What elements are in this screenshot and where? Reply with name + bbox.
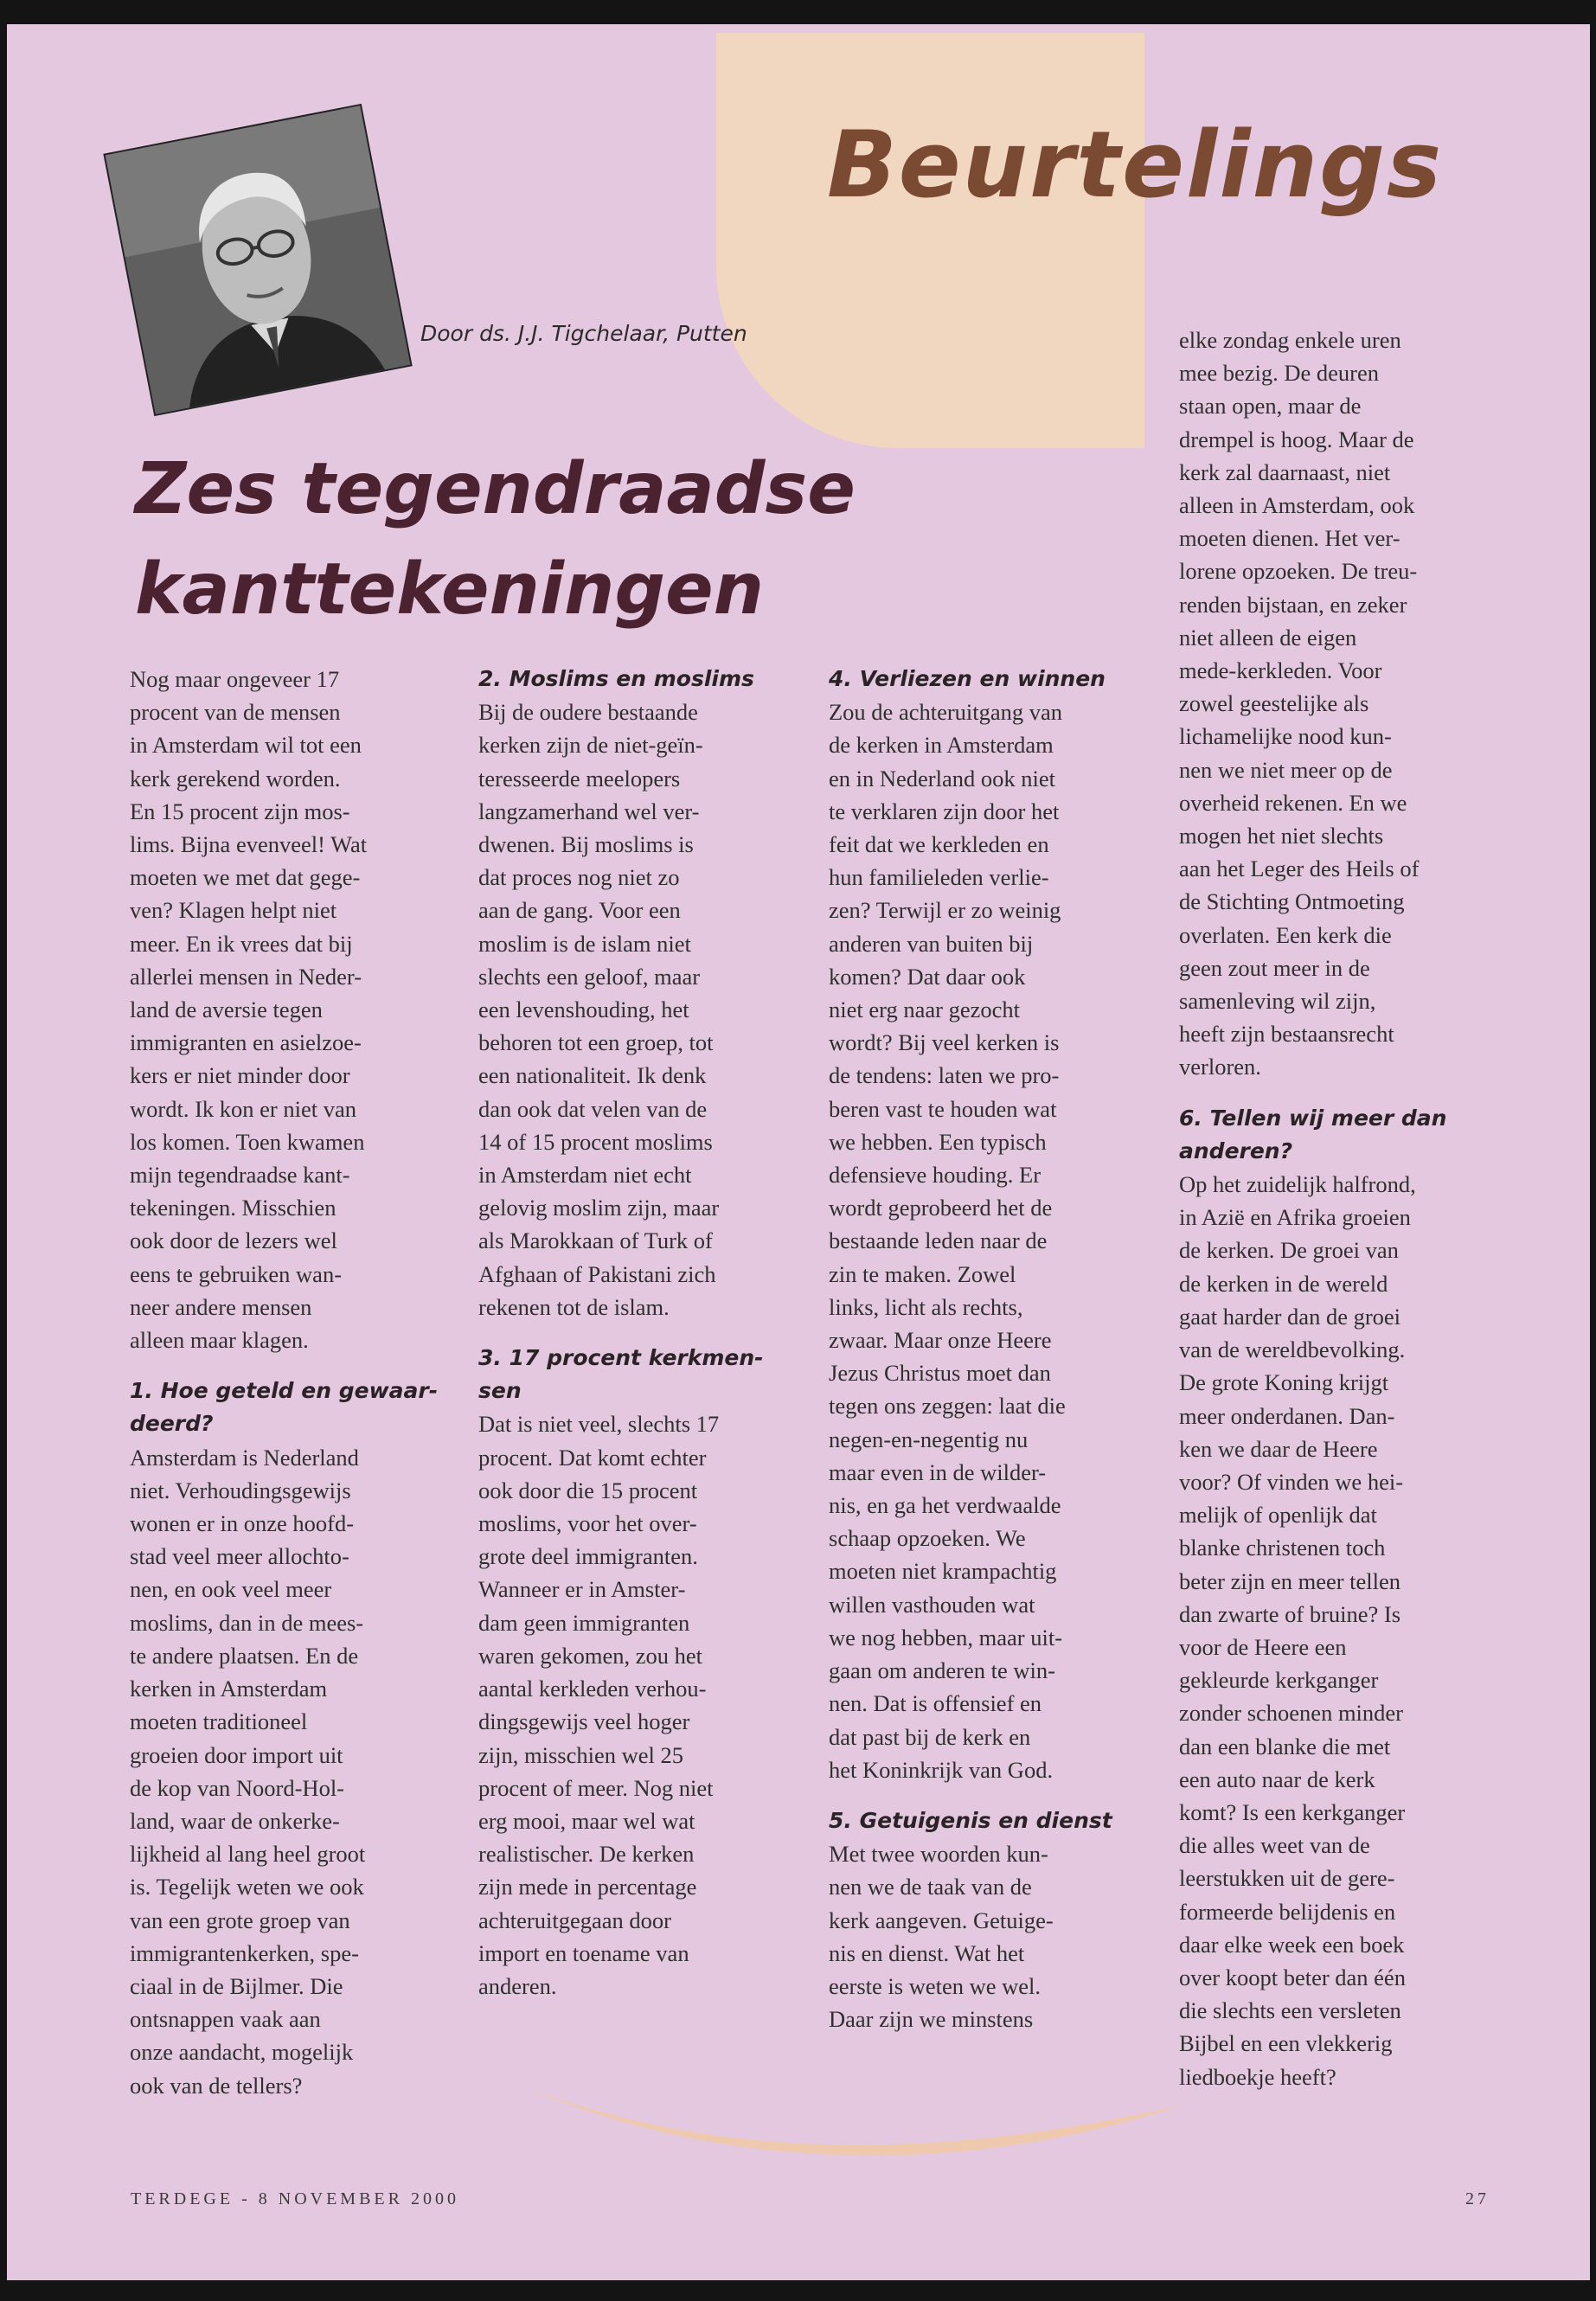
text-line: aantal kerkleden verhou-	[478, 1676, 707, 1702]
text-line: lorene opzoeken. De treu-	[1179, 558, 1418, 585]
text-line: En 15 procent zijn mos-	[130, 798, 350, 824]
text-line: anderen.	[478, 1972, 557, 1999]
text-line: nen, en ook veel meer	[130, 1576, 332, 1603]
text-line: zijn, misschien wel 25	[478, 1741, 683, 1768]
text-line: allerlei mensen in Neder-	[130, 963, 362, 990]
text-line: erg mooi, maar wel wat	[478, 1807, 695, 1834]
byline: Door ds. J.J. Tigchelaar, Putten	[420, 321, 747, 346]
text-line: samenleving wil zijn,	[1179, 988, 1376, 1015]
text-line: behoren tot een groep, tot	[478, 1029, 714, 1056]
text-line: ook van de tellers?	[130, 2072, 303, 2099]
text-line: lichamelijke nood kun-	[1179, 723, 1392, 750]
text-line: die slechts een versleten	[1179, 1997, 1401, 2024]
text-line: in Amsterdam wil tot een	[130, 732, 362, 759]
text-line: lims. Bijna evenveel! Wat	[130, 831, 368, 858]
text-line: beren vast te houden wat	[829, 1095, 1057, 1122]
text-line: zwaar. Maar onze Heere	[829, 1327, 1052, 1354]
text-line: de tendens: laten we pro-	[829, 1062, 1060, 1089]
text-line: heeft zijn bestaansrecht	[1179, 1021, 1394, 1048]
text-line: hun familieleden verlie-	[829, 864, 1049, 891]
text-line: in Azië en Afrika groeien	[1179, 1204, 1411, 1231]
text-line: aan het Leger des Heils of	[1179, 856, 1420, 882]
text-line: zin te maken. Zowel	[829, 1260, 1016, 1287]
text-line: drempel is hoog. Maar de	[1179, 426, 1414, 452]
text-line: gelovig moslim zijn, maar	[478, 1195, 720, 1221]
text-line: een auto naar de kerk	[1179, 1766, 1375, 1792]
text-line: eerste is weten we wel.	[829, 1972, 1042, 1999]
text-line: grote deel immigranten.	[478, 1543, 698, 1570]
text-line: eens te gebruiken wan-	[130, 1260, 343, 1287]
text-line: links, licht als rechts,	[829, 1293, 1023, 1320]
text-line: we hebben. Een typisch	[829, 1128, 1047, 1155]
text-line: wordt geprobeerd het de	[829, 1195, 1053, 1221]
text-line: ook door de lezers wel	[130, 1227, 337, 1254]
text-line: lijkheid al lang heel groot	[130, 1841, 366, 1868]
section-title: Beurtelings	[827, 112, 1444, 218]
text-line: wordt? Bij veel kerken is	[829, 1029, 1060, 1056]
text-line: feit dat we kerkleden en	[829, 831, 1049, 858]
text-line: Bij de oudere bestaande	[478, 699, 698, 726]
text-line: elke zondag enkele uren	[1179, 327, 1401, 353]
text-line: teresseerde meelopers	[478, 765, 681, 792]
text-line: immigrantenkerken, spe-	[130, 1939, 359, 1966]
text-line: blanke christenen toch	[1179, 1535, 1386, 1561]
text-line: van een grote groep van	[130, 1907, 350, 1933]
text-line: te verklaren zijn door het	[829, 798, 1060, 824]
footer-publication: TERDEGE - 8 NOVEMBER 2000	[131, 2189, 459, 2208]
text-line: ook door die 15 procent	[478, 1477, 698, 1503]
text-line: Zou de achteruitgang van	[829, 699, 1063, 726]
subheading: deerd?	[130, 1411, 214, 1437]
text-line: ken we daar de Heere	[1179, 1435, 1378, 1462]
text-line: staan open, maar de	[1179, 393, 1362, 420]
text-line: de kerken in Amsterdam	[829, 732, 1054, 759]
text-line: nen we niet meer op de	[1179, 756, 1393, 783]
text-line: Jezus Christus moet dan	[829, 1360, 1051, 1387]
subheading: anderen?	[1179, 1138, 1293, 1163]
text-line: alleen in Amsterdam, ook	[1179, 492, 1415, 519]
text-line: procent of meer. Nog niet	[478, 1774, 714, 1801]
text-line: kerk zal daarnaast, niet	[1179, 458, 1391, 485]
text-line: zen? Terwijl er zo weinig	[829, 897, 1061, 924]
text-line: stad veel meer allochto-	[130, 1543, 349, 1570]
text-line: gekleurde kerkganger	[1179, 1667, 1379, 1694]
text-line: immigranten en asielzoe-	[130, 1029, 362, 1056]
paragraph-gap	[130, 1356, 476, 1375]
text-line: Afghaan of Pakistani zich	[478, 1260, 716, 1287]
text-line: tegen ons zeggen: laat die	[829, 1393, 1066, 1420]
text-line: procent. Dat komt echter	[478, 1444, 707, 1471]
text-line: import en toename van	[478, 1939, 689, 1966]
text-line: de Stichting Ontmoeting	[1179, 888, 1405, 915]
text-line: mede-kerkleden. Voor	[1179, 657, 1382, 684]
text-line: de kerken in de wereld	[1179, 1270, 1388, 1297]
text-line: overheid rekenen. En we	[1179, 789, 1407, 816]
text-line: kerk gerekend worden.	[130, 765, 341, 792]
text-line: land de aversie tegen	[130, 997, 323, 1023]
text-line: Amsterdam is Nederland	[130, 1444, 359, 1471]
text-line: Dat is niet veel, slechts 17	[478, 1411, 720, 1438]
text-line: gaat harder dan de groei	[1179, 1303, 1401, 1330]
text-line: Wanneer er in Amster-	[478, 1576, 686, 1603]
text-line: alleen maar klagen.	[130, 1327, 309, 1354]
subheading: sen	[478, 1378, 522, 1404]
article-headline	[135, 439, 856, 640]
text-column-2	[478, 663, 824, 2003]
text-line: land, waar de onkerke-	[130, 1807, 340, 1834]
subheading: 2. Moslims en moslims	[478, 666, 754, 691]
text-line: mijn tegendraadse kant-	[130, 1162, 350, 1189]
text-line: moeten niet krampachtig	[829, 1558, 1057, 1585]
subheading: 4. Verliezen en winnen	[829, 666, 1106, 691]
text-line: moslims, voor het over-	[478, 1510, 697, 1537]
text-line: de kop van Noord-Hol-	[130, 1774, 345, 1801]
text-line: achteruitgegaan door	[478, 1907, 671, 1933]
text-line: kerken in Amsterdam	[130, 1676, 328, 1702]
text-column-3	[829, 663, 1175, 2035]
text-line: gaan om anderen te win-	[829, 1657, 1055, 1684]
text-line: als Marokkaan of Turk of	[478, 1227, 713, 1254]
text-line: voor de Heere een	[1179, 1633, 1347, 1660]
text-line: zijn mede in percentage	[478, 1874, 697, 1900]
text-line: kers er niet minder door	[130, 1062, 350, 1089]
text-line: te andere plaatsen. En de	[130, 1642, 359, 1669]
subheading: 1. Hoe geteld en gewaar-	[130, 1378, 439, 1404]
text-line: nen we de taak van de	[829, 1874, 1032, 1900]
text-column-4	[1179, 324, 1525, 2093]
text-line: dan ook dat velen van de	[478, 1095, 708, 1122]
text-line: realistischer. De kerken	[478, 1841, 695, 1868]
text-line: dingsgewijs veel hoger	[478, 1708, 690, 1735]
text-line: leerstukken uit de gere-	[1179, 1865, 1395, 1892]
subheading: 5. Getuigenis en dienst	[829, 1807, 1112, 1833]
text-line: kerken zijn de niet-geïn-	[478, 732, 703, 759]
magazine-page	[7, 24, 1590, 2280]
text-line: Nog maar ongeveer 17	[130, 666, 340, 692]
text-line: zonder schoenen minder	[1179, 1700, 1404, 1727]
text-line: renden bijstaan, en zeker	[1179, 591, 1407, 618]
text-line: moslims, dan in de mees-	[130, 1609, 364, 1636]
text-line: daar elke week een boek	[1179, 1931, 1405, 1958]
text-line: niet alleen de eigen	[1179, 624, 1357, 651]
text-line: nen. Dat is offensief en	[829, 1690, 1042, 1717]
text-line: beter zijn en meer tellen	[1179, 1567, 1401, 1594]
footer-page-number: 27	[1465, 2189, 1490, 2208]
text-line: anderen van buiten bij	[829, 930, 1034, 957]
paragraph-gap	[1179, 1084, 1525, 1102]
text-column-1	[130, 663, 476, 2102]
text-line: aan de gang. Voor een	[478, 897, 681, 924]
text-line: los komen. Toen kwamen	[130, 1128, 365, 1155]
text-line: het Koninkrijk van God.	[829, 1756, 1054, 1783]
text-line: een levenshouding, het	[478, 997, 689, 1023]
text-line: dam geen immigranten	[478, 1609, 690, 1636]
text-line: dan zwarte of bruine? Is	[1179, 1600, 1401, 1627]
text-line: Met twee woorden kun-	[829, 1841, 1048, 1868]
text-line: onze aandacht, mogelijk	[130, 2039, 354, 2066]
text-line: mogen het niet slechts	[1179, 823, 1384, 849]
text-line: komen? Dat daar ook	[829, 963, 1026, 990]
text-line: procent van de mensen	[130, 699, 341, 726]
text-line: meer onderdanen. Dan-	[1179, 1402, 1395, 1429]
text-line: zowel geestelijke als	[1179, 690, 1369, 717]
text-line: wordt. Ik kon er niet van	[130, 1095, 356, 1122]
text-line: neer andere mensen	[130, 1293, 312, 1320]
text-line: bestaande leden naar de	[829, 1227, 1048, 1254]
text-line: en in Nederland ook niet	[829, 765, 1055, 792]
text-line: we nog hebben, maar uit-	[829, 1624, 1063, 1650]
text-line: voor? Of vinden we hei-	[1179, 1468, 1404, 1495]
text-line: groeien door import uit	[130, 1741, 343, 1768]
text-line: Op het zuidelijk halfrond,	[1179, 1171, 1416, 1198]
text-line: kerk aangeven. Getuige-	[829, 1907, 1054, 1933]
text-line: schaap opzoeken. We	[829, 1525, 1026, 1552]
text-line: die alles weet van de	[1179, 1832, 1370, 1859]
text-line: melijk of openlijk dat	[1179, 1502, 1377, 1529]
text-line: formeerde belijdenis en	[1179, 1898, 1396, 1925]
text-line: waren gekomen, zou het	[478, 1642, 703, 1669]
text-line: rekenen tot de islam.	[478, 1293, 670, 1320]
text-line: komt? Is een kerkganger	[1179, 1798, 1406, 1825]
subheading: 6. Tellen wij meer dan	[1179, 1105, 1447, 1131]
text-line: Bijbel en een vlekkerig	[1179, 2030, 1393, 2057]
text-line: verloren.	[1179, 1054, 1261, 1080]
text-line: wonen er in onze hoofd-	[130, 1510, 355, 1537]
text-line: meer. En ik vrees dat bij	[130, 930, 353, 957]
text-line: ontsnappen vaak aan	[130, 2006, 321, 2033]
text-line: defensieve houding. Er	[829, 1162, 1042, 1189]
text-line: niet. Verhoudingsgewijs	[130, 1477, 351, 1503]
text-line: dan een blanke die met	[1179, 1733, 1391, 1759]
text-line: moeten traditioneel	[130, 1708, 308, 1735]
text-line: Daar zijn we minstens	[829, 2006, 1034, 2033]
text-line: 14 of 15 procent moslims	[478, 1128, 713, 1155]
text-line: van de wereldbevolking.	[1179, 1336, 1406, 1363]
text-line: dwenen. Bij moslims is	[478, 831, 694, 858]
text-line: in Amsterdam niet echt	[478, 1162, 692, 1189]
subheading: 3. 17 procent kerkmen-	[478, 1345, 764, 1371]
text-line: moslim is de islam niet	[478, 930, 691, 957]
text-line: een nationaliteit. Ik denk	[478, 1062, 707, 1089]
author-photo	[106, 106, 411, 414]
text-line: ven? Klagen helpt niet	[130, 897, 337, 924]
text-line: moeten dienen. Het ver-	[1179, 525, 1401, 552]
text-line: slechts een geloof, maar	[478, 963, 701, 990]
paragraph-gap	[478, 1324, 824, 1342]
text-line: mee bezig. De deuren	[1179, 360, 1380, 387]
text-line: ciaal in de Bijlmer. Die	[130, 1972, 343, 1999]
text-line: negen-en-negentig nu	[829, 1426, 1029, 1452]
text-line: willen vasthouden wat	[829, 1591, 1035, 1618]
text-line: overlaten. Een kerk die	[1179, 921, 1392, 948]
text-line: langzamerhand wel ver-	[478, 798, 700, 824]
text-line: nis, en ga het verdwaalde	[829, 1492, 1061, 1519]
text-line: geen zout meer in de	[1179, 954, 1370, 981]
paragraph-gap	[829, 1786, 1175, 1804]
text-line: is. Tegelijk weten we ook	[130, 1874, 364, 1900]
text-line: de kerken. De groei van	[1179, 1237, 1399, 1264]
text-line: nis en dienst. Wat het	[829, 1939, 1025, 1966]
text-line: tekeningen. Misschien	[130, 1195, 337, 1221]
text-line: dat past bij de kerk en	[829, 1723, 1031, 1750]
text-line: over koopt beter dan één	[1179, 1964, 1406, 1990]
headline-line: Zes tegendraadse	[135, 448, 856, 530]
headline-line: kanttekeningen	[135, 548, 765, 631]
text-line: liedboekje heeft?	[1179, 2063, 1336, 2090]
text-line: De grote Koning krijgt	[1179, 1369, 1389, 1396]
text-line: maar even in de wilder-	[829, 1458, 1047, 1485]
text-line: niet erg naar gezocht	[829, 997, 1020, 1023]
text-line: moeten we met dat gege-	[130, 864, 361, 891]
text-line: dat proces nog niet zo	[478, 864, 680, 891]
